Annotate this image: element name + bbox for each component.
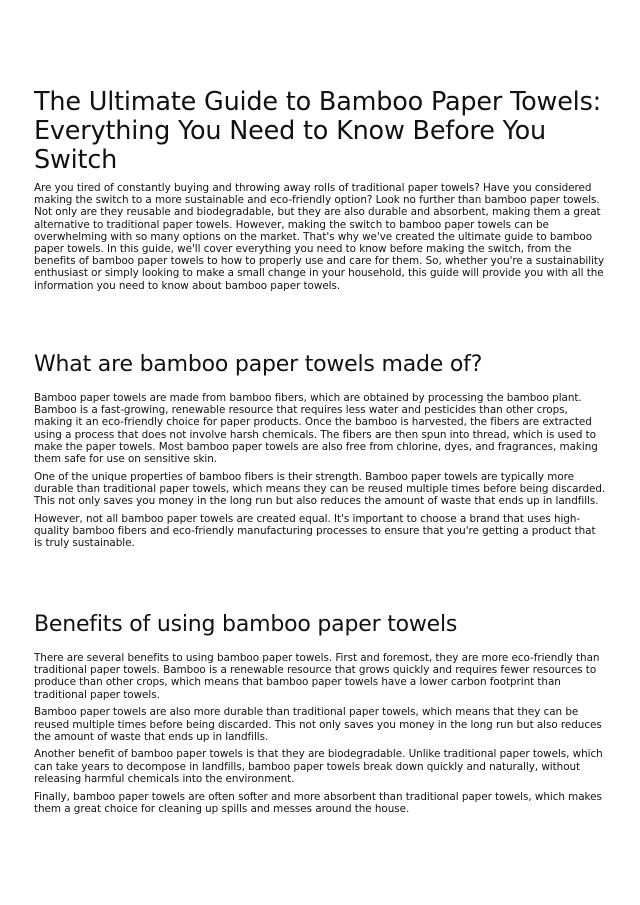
section-heading-benefits: Benefits of using bamboo paper towels <box>34 612 458 637</box>
paragraph: However, not all bamboo paper towels are created equal. It's important to choose a brand that uses high-quality bamboo fibers and eco-friendly manufacturing processes to ensure that you're getting a product that is truly sustainable. <box>34 512 596 550</box>
section-materials-body <box>34 392 606 555</box>
paragraph: Another benefit of bamboo paper towels is that they are biodegradable. Unlike traditional paper towels, which can take years to decompose in landfills, bamboo paper towels break down quickly and naturally, without releasing harmful chemicals into the environment. <box>34 748 603 785</box>
paragraph: Finally, bamboo paper towels are often softer and more absorbent than traditional paper towels, which makes them a great choice for cleaning up spills and messes around the house. <box>34 790 602 815</box>
paragraph: Bamboo paper towels are also more durable than traditional paper towels, which means that they can be reused multiple times before being discarded. This not only saves you money in the long run but also reduces the amount of waste that ends up in landfills. <box>34 706 602 743</box>
section-benefits-body <box>34 652 606 820</box>
paragraph: Bamboo paper towels are made from bamboo fibers, which are obtained by processing the bamboo plant. Bamboo is a fast-growing, renewable resource that requires less water and pesticides than other crops, making it an eco-friendly choice for paper products. Once the bamboo is harvested, the fibers are extracted using a process that does not involve harsh chemicals. The fibers are then spun into thread, which is used to make the paper towels. Most bamboo paper towels are also free from chlorine, dyes, and fragrances, making them safe for use on sensitive skin. <box>34 392 598 466</box>
paragraph: One of the unique properties of bamboo fibers is their strength. Bamboo paper towels are typically more durable than traditional paper towels, which means they can be reused multiple times before being discarded. This not only saves you money in the long run but also reduces the amount of waste that ends up in landfills. <box>34 470 606 508</box>
section-heading-materials: What are bamboo paper towels made of? <box>34 352 483 377</box>
intro-paragraph: Are you tired of constantly buying and throwing away rolls of traditional paper towels? Have you considered making the switch to a more sustainable and eco-friendly option? Look no further than bamboo paper towels. Not only are they reusable and biodegradable, but they are also durable and absorbent, making them a great alternative to traditional paper towels. However, making the switch to bamboo paper towels can be overwhelming with so many options on the market. That's why we've created the ultimate guide to bamboo paper towels. In this guide, we'll cover everything you need to know before making the switch, from the benefits of bamboo paper towels to how to properly use and care for them. So, whether you're a sustainability enthusiast or simply looking to make a small change in your household, this guide will provide you with all the information you need to know about bamboo paper towels. <box>34 182 605 292</box>
intro-section <box>34 182 606 297</box>
paragraph: There are several benefits to using bamboo paper towels. First and foremost, they are more eco-friendly than traditional paper towels. Bamboo is a renewable resource that grows quickly and requires fewer resources to produce than other crops, which means that bamboo paper towels have a lower carbon footprint than traditional paper towels. <box>34 652 600 701</box>
document-title: The Ultimate Guide to Bamboo Paper Towels: Everything You Need to Know Before You Switch <box>34 87 602 175</box>
